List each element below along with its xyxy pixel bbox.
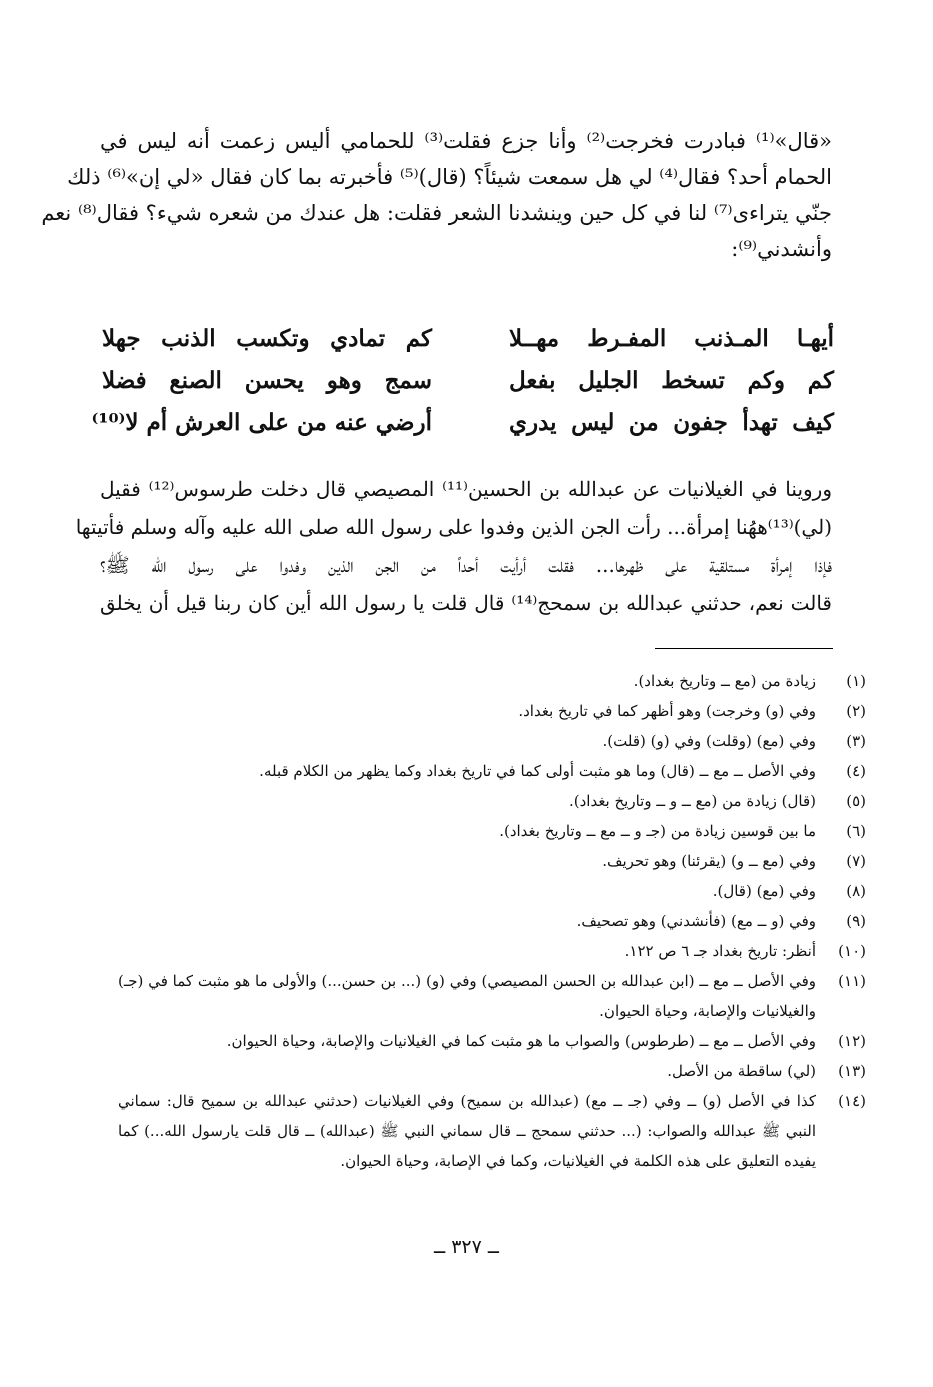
footnote-number: (٤) <box>846 762 866 780</box>
footnote-text: وفي (مع) (قال). <box>712 882 816 900</box>
footnote <box>118 906 866 936</box>
footnote-number: (١٤) <box>838 1092 866 1110</box>
footnote-number: (١٣) <box>838 1062 866 1080</box>
footnote <box>118 1026 866 1056</box>
poem-verse <box>102 318 834 360</box>
footnote-text: وفي (مع) (وقلت) وفي (و) (قلت). <box>602 732 816 750</box>
footnote-number: (٦) <box>846 822 866 840</box>
footnote-text: (لي) ساقطة من الأصل. <box>667 1062 816 1080</box>
footnote <box>118 1086 866 1176</box>
footnote <box>118 666 866 696</box>
footnotes <box>118 666 866 1176</box>
footnote <box>118 1056 866 1086</box>
footnote-text: وفي (و ــ مع) (فأنشدني) وهو تصحيف. <box>576 912 816 930</box>
paragraph-line: وأنشدني⁽⁹⁾: <box>731 237 832 261</box>
page-number: ــ ٣٢٧ ــ <box>434 1236 499 1258</box>
verse-second-hemistich: سمج وهو يحسن الصنع فضلا <box>102 367 432 394</box>
paragraph-line: فإذا إمرأة مستلقية على ظهرها... فقلت أرأيت أحداً من الجن الذين وفدوا على رسول الله ﷺ؟ <box>100 553 832 577</box>
verse-first-hemistich: كم وكم تسخط الجليل بفعل <box>509 367 834 394</box>
footnote-number: (٧) <box>846 852 866 870</box>
footnote <box>118 966 866 1026</box>
verse-second-hemistich: أرضي عنه من على العرش أم لا⁽¹⁰⁾ <box>91 409 432 436</box>
footnote-number: (١٢) <box>838 1032 866 1050</box>
footnote-text: وفي الأصل ــ مع ــ (قال) وما هو مثبت أولى كما في تاريخ بغداد وكما يظهر من الكلام قبله. <box>259 762 816 780</box>
paragraph-2 <box>75 470 832 622</box>
footnote <box>118 936 866 966</box>
paragraph-line: جنّي يتراءى⁽⁷⁾ لنا في كل حين وينشدنا الشعر فقلت: هل عندك من شعره شيء؟ فقال⁽⁸⁾ نعم <box>41 201 832 225</box>
paragraph-line: وروينا في الغيلانيات عن عبدالله بن الحسين⁽¹¹⁾ المصيصي قال دخلت طرسوس⁽¹²⁾ فقيل <box>100 477 832 501</box>
footnote-number: (١٠) <box>838 942 866 960</box>
footnote-number: (١١) <box>838 972 866 990</box>
footnote-number: (٣) <box>846 732 866 750</box>
footnote-number: (٩) <box>846 912 866 930</box>
paragraph-1 <box>41 123 832 267</box>
footnote-text: وفي (مع ــ و) (يقرئنا) وهو تحريف. <box>602 852 816 870</box>
paragraph-line: «قال»⁽¹⁾ فبادرت فخرجت⁽²⁾ وأنا جزع فقلت⁽³⁾ للحمامي أليس زعمت أنه ليس في <box>100 129 832 153</box>
verse-first-hemistich: أيهـا المـذنب المفـرط مهــلا <box>509 325 834 352</box>
poem-verse <box>102 360 834 402</box>
footnote-text: أنظر: تاريخ بغداد جـ ٦ ص ١٢٢. <box>624 942 816 960</box>
footnote-text: زيادة من (مع ــ وتاريخ بغداد). <box>633 672 816 690</box>
footnote-number: (٢) <box>846 702 866 720</box>
footnote <box>118 726 866 756</box>
footnote <box>118 876 866 906</box>
footnote-number: (١) <box>846 672 866 690</box>
footnote-number: (٥) <box>846 792 866 810</box>
paragraph-line: (لي)⁽¹³⁾ههُنا إمرأة... رأت الجن الذين وفدوا على رسول الله صلى الله عليه وآله وسلم فأتيتها <box>75 515 832 539</box>
paragraph-line: الحمام أحد؟ فقال⁽⁴⁾ لي هل سمعت شيئاً؟ (قال)⁽⁵⁾ فأخبرته بما كان فقال «لي إن»⁽⁶⁾ ذلك <box>67 165 832 189</box>
footnote-text: وفي الأصل ــ مع ــ (ابن عبدالله بن الحسن المصيصي) وفي (و) (... بن حسن...) والأولى ما هو مثبت كما في (جـ) والغيلانيات والإصابة، وحياة الحيوان. <box>118 972 816 1020</box>
footnote-number: (٨) <box>846 882 866 900</box>
verse-first-hemistich: كيف تهدأ جفون من ليس يدري <box>509 409 834 436</box>
footnote <box>118 696 866 726</box>
paragraph-line: قالت نعم، حدثني عبدالله بن سمحج⁽¹⁴⁾ قال قلت يا رسول الله أين كان ربنا قيل أن يخلق <box>100 591 832 615</box>
footnote-text: ما بين قوسين زيادة من (جـ و ــ مع ــ وتاريخ بغداد). <box>499 822 816 840</box>
footnote-separator <box>655 648 833 649</box>
footnote <box>118 846 866 876</box>
footnote-text: (قال) زيادة من (مع ــ و ــ وتاريخ بغداد). <box>568 792 816 810</box>
footnote-text: وفي الأصل ــ مع ــ (طرطوس) والصواب ما هو مثبت كما في الغيلانيات والإصابة، وحياة الحيوان. <box>226 1032 816 1050</box>
footnote <box>118 786 866 816</box>
footnote <box>118 756 866 786</box>
poem <box>91 318 834 444</box>
footnote-text: كذا في الأصل (و) ــ وفي (جـ ــ مع) (عبدالله بن سميح) وفي الغيلانيات (حدثني عبدالله بن سميح قال: سماني النبي ﷺ عبدالله والصواب: (... حدثني سمحج ــ قال سماني النبي ﷺ (عبدالله) ــ قال قلت يارسول الله...) كما يفيده التعليق على هذه الكلمة في الغيلانيات، وكما في الإصابة، وحياة الحيوان. <box>118 1092 816 1170</box>
footnote-text: وفي (و) وخرجت) وهو أظهر كما في تاريخ بغداد. <box>518 702 816 720</box>
verse-second-hemistich: كم تمادي وتكسب الذنب جهلا <box>102 325 432 352</box>
poem-verse <box>91 402 834 444</box>
footnote <box>118 816 866 846</box>
